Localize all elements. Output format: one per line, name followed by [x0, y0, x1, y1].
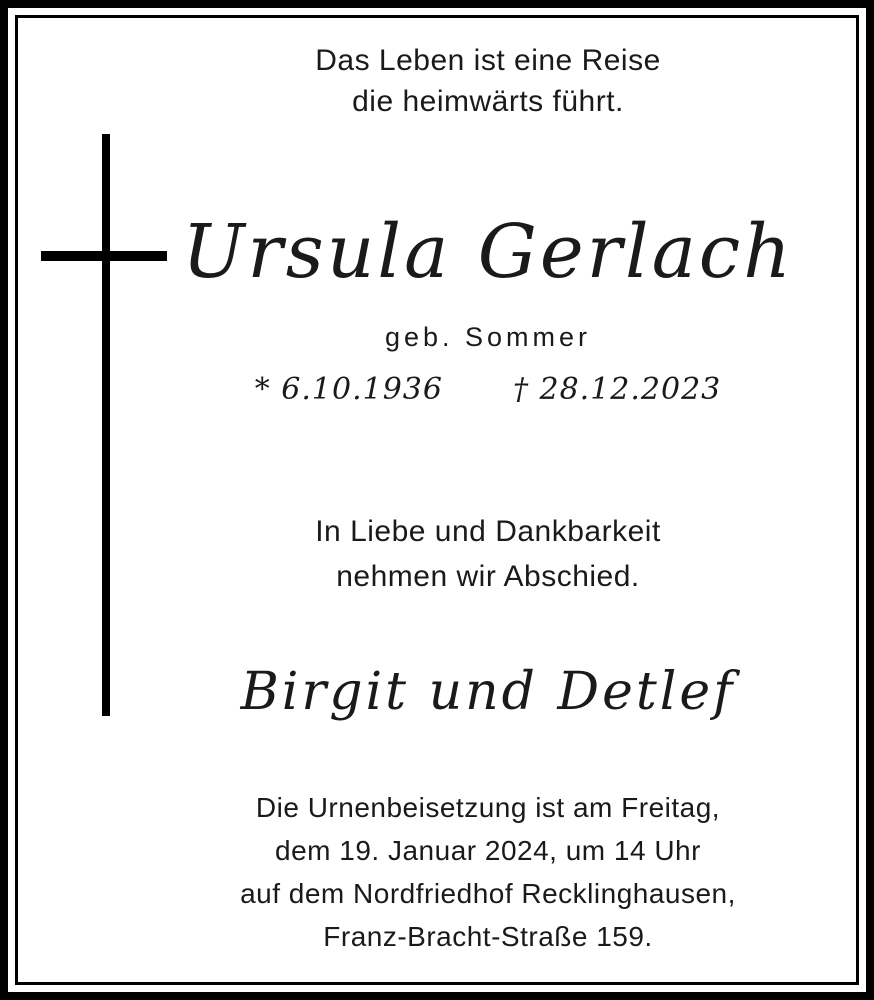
cross-vertical-bar: [102, 134, 110, 716]
funeral-line-2: dem 19. Januar 2024, um 14 Uhr: [275, 835, 701, 866]
epitaph: [120, 40, 856, 122]
farewell-text: [120, 509, 856, 599]
farewell-line-1: In Liebe und Dankbarkeit: [315, 515, 661, 548]
funeral-line-1: Die Urnenbeisetzung ist am Freitag,: [255, 792, 721, 823]
funeral-line-3: auf dem Nordfriedhof Recklinghausen,: [240, 878, 736, 909]
farewell-line-2: nehmen wir Abschied.: [336, 560, 640, 593]
notice-content: [120, 0, 856, 1000]
mourners-names: Birgit und Detlef: [240, 662, 736, 722]
funeral-line-4: Franz-Bracht-Straße 159.: [323, 921, 653, 952]
life-dates: [120, 370, 856, 410]
epitaph-line-2: die heimwärts führt.: [352, 85, 624, 118]
funeral-details: [120, 786, 856, 958]
epitaph-line-1: Das Leben ist eine Reise: [315, 44, 661, 77]
death-date: † 28.12.2023: [512, 372, 722, 407]
deceased-name: Ursula Gerlach: [182, 209, 794, 295]
maiden-name: geb. Sommer: [384, 322, 592, 352]
birth-date: * 6.10.1936: [254, 372, 443, 407]
